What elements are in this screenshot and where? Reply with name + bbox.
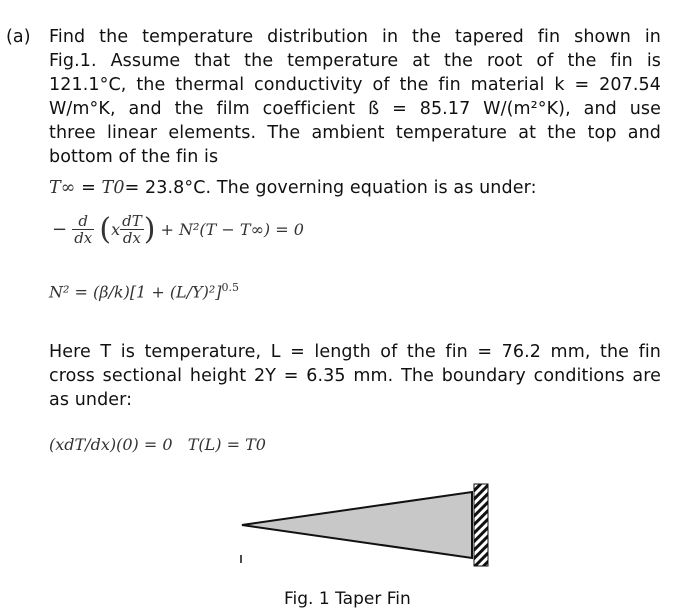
fraction-d-numerator: d (72, 213, 94, 230)
governing-equation (52, 212, 304, 262)
equation-rest: + N²(T − T∞) = 0 (160, 220, 304, 239)
equals-sign: = (75, 178, 102, 198)
ambient-line (49, 176, 537, 200)
fraction-dT-numerator: dT (122, 212, 142, 230)
problem-line-4: W/m°K, and the film coefficient ß = 85.17 W/(m²°K), and use (49, 99, 661, 119)
fraction-d-dx (72, 213, 94, 246)
equation-right-paren: ) (143, 212, 156, 247)
problem-label: (a) (6, 27, 31, 47)
fraction-d-denominator: dx (74, 229, 93, 247)
boundary-conditions: (xdT/dx)(0) = 0 T(L) = T0 (49, 435, 266, 454)
fin-body (242, 492, 472, 558)
fraction-dT-denominator: dx (122, 229, 141, 247)
ambient-value-text: = 23.8°C. The governing equation is as under: (124, 178, 537, 198)
definition-line-2: cross sectional height 2Y = 6.35 mm. The boundary conditions are (49, 366, 661, 386)
equation-minus: − (52, 219, 68, 240)
problem-line-5: three linear elements. The ambient temperature at the top and (49, 123, 661, 143)
definition-line-1: Here T is temperature, L = length of the fin = 76.2 mm, the fin (49, 342, 661, 362)
t-zero-symbol: T0 (101, 178, 125, 198)
definition-line-3: as under: (49, 390, 133, 410)
equation-left-paren: ( (99, 212, 112, 247)
t-infinity-symbol: T∞ (49, 178, 76, 198)
problem-line-2: Fig.1. Assume that the temperature at the root of the fin is (49, 51, 661, 71)
problem-line-1: Find the temperature distribution in the tapered fin shown in (49, 27, 661, 47)
n-squared-text: N² = (β/k)[1 + (L/Y)²] (49, 282, 222, 302)
fin-wall-hatch (474, 484, 488, 566)
n-squared-equation (49, 281, 239, 301)
figure-caption: Fig. 1 Taper Fin (284, 589, 411, 609)
problem-line-6: bottom of the fin is (49, 147, 219, 167)
n-exponent: 0.5 (221, 281, 240, 294)
problem-line-3: 121.1°C, the thermal conductivity of the fin material k = 207.54 (49, 75, 661, 95)
equation-x: x (111, 220, 121, 239)
taper-fin-figure (230, 478, 500, 578)
fraction-dT-dx (120, 213, 144, 246)
